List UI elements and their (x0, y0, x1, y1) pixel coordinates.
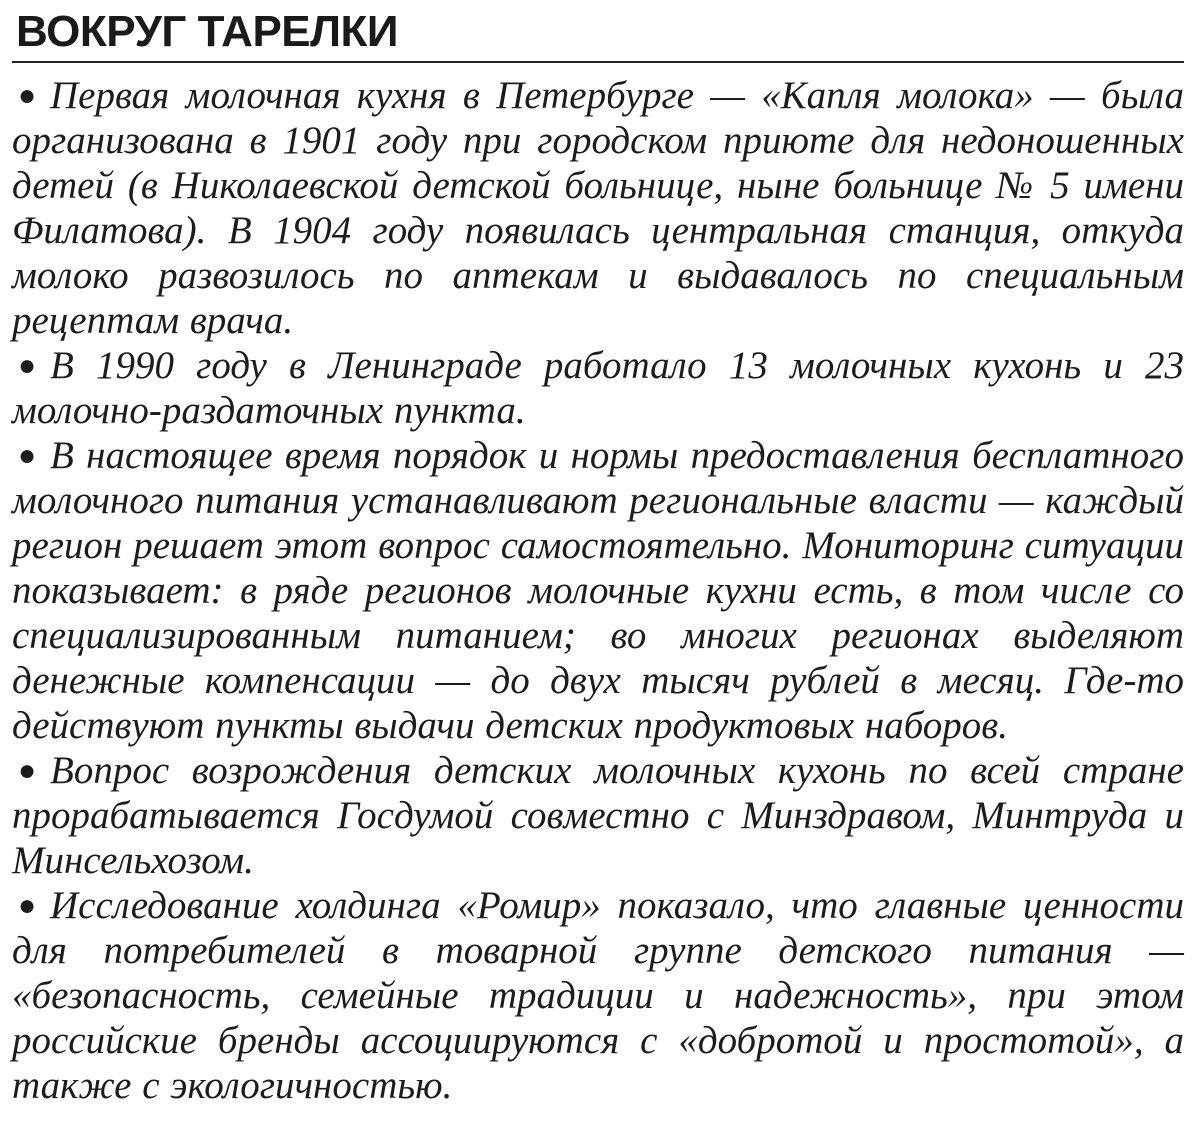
bullet-icon: ● (18, 889, 37, 922)
fact-text: Вопрос возрождения детских молочных кухонь по всей стране прорабатывается Госдумой совместно с Минздравом, Минтруда и Минсельхозом. (12, 749, 1184, 882)
fact-text: Первая молочная кухня в Петербурге — «Капля молока» — была организована в 1901 году при городском приюте для недоношенных детей (в Николаевской детской больнице, ныне больнице № 5 имени Филатова). В 1904 году появилась центральная станция, откуда молоко развозилось по аптекам и выдавалось по специальным рецептам врача. (12, 74, 1184, 342)
fact-item (12, 883, 1184, 1108)
article-heading: ВОКРУГ ТАРЕЛКИ (16, 7, 398, 56)
fact-item (12, 343, 1184, 433)
fact-list (12, 73, 1184, 1108)
bullet-icon: ● (18, 439, 37, 472)
bullet-icon: ● (18, 79, 37, 112)
fact-item (12, 433, 1184, 748)
fact-item (12, 73, 1184, 343)
heading-rule (12, 61, 1184, 63)
article (12, 6, 1184, 1108)
fact-text: Исследование холдинга «Ромир» показало, что главные ценности для потребителей в товарной группе детского питания — «безопасность, семейные традиции и надежность», при этом российские бренды ассоциируются с «добротой и простотой», а также с экологичностью. (12, 884, 1184, 1107)
fact-text: В 1990 году в Ленинграде работало 13 молочных кухонь и 23 молочно-раздаточных пункта. (12, 344, 1184, 432)
fact-item (12, 748, 1184, 883)
bullet-icon: ● (18, 349, 37, 382)
bullet-icon: ● (18, 754, 37, 787)
fact-text: В настоящее время порядок и нормы предоставления бесплатного молочного питания устанавливают региональные власти — каждый регион решает этот вопрос самостоятельно. Мониторинг ситуации показывает: в ряде регионов молочные кухни есть, в том числе со специализированным питанием; во многих регионах выделяют денежные компенсации — до двух тысяч рублей в месяц. Где-то действуют пункты выдачи детских продуктовых наборов. (12, 434, 1184, 747)
